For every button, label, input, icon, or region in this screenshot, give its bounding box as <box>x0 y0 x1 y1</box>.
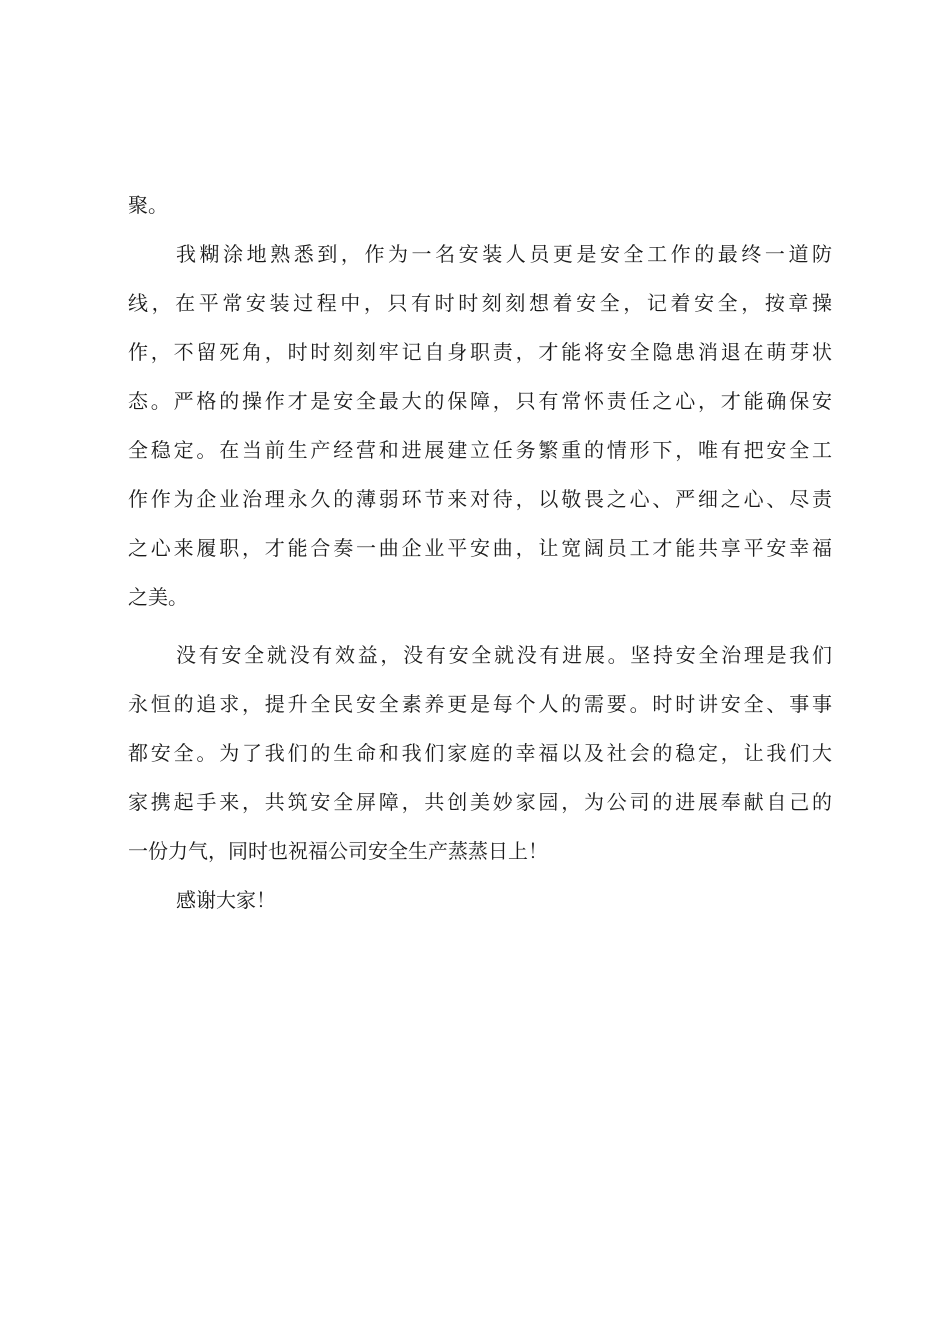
text-line-15: 感谢大家！ <box>176 888 276 912</box>
text-line-3: 线，在平常安装过程中，只有时时刻刻想着安全，记着安全，按章操 <box>128 291 832 315</box>
text-line-14: 一份力气，同时也祝福公司安全生产蒸蒸日上！ <box>128 839 548 863</box>
text-line-7: 作作为企业治理永久的薄弱环节来对待，以敬畏之心、严细之心、尽责 <box>128 487 832 511</box>
text-line-9: 之美。 <box>128 585 188 609</box>
text-line-10: 没有安全就没有效益，没有安全就没有进展。坚持安全治理是我们 <box>176 643 832 667</box>
text-line-4: 作，不留死角，时时刻刻牢记自身职责，才能将安全隐患消退在萌芽状 <box>128 340 832 364</box>
text-line-12: 都安全。为了我们的生命和我们家庭的幸福以及社会的稳定，让我们大 <box>128 741 832 765</box>
text-line-8: 之心来履职，才能合奏一曲企业平安曲，让宽阔员工才能共享平安幸福 <box>128 536 832 560</box>
text-line-6: 全稳定。在当前生产经营和进展建立任务繁重的情形下，唯有把安全工 <box>128 438 832 462</box>
text-line-13: 家携起手来，共筑安全屏障，共创美妙家园，为公司的进展奉献自己的 <box>128 790 832 814</box>
text-line-1: 聚。 <box>128 193 168 217</box>
text-line-11: 永恒的追求，提升全民安全素养更是每个人的需要。时时讲安全、事事 <box>128 692 832 716</box>
text-line-2: 我糊涂地熟悉到，作为一名安装人员更是安全工作的最终一道防 <box>176 242 832 266</box>
text-line-5: 态。严格的操作才是安全最大的保障，只有常怀责任之心，才能确保安 <box>128 389 832 413</box>
